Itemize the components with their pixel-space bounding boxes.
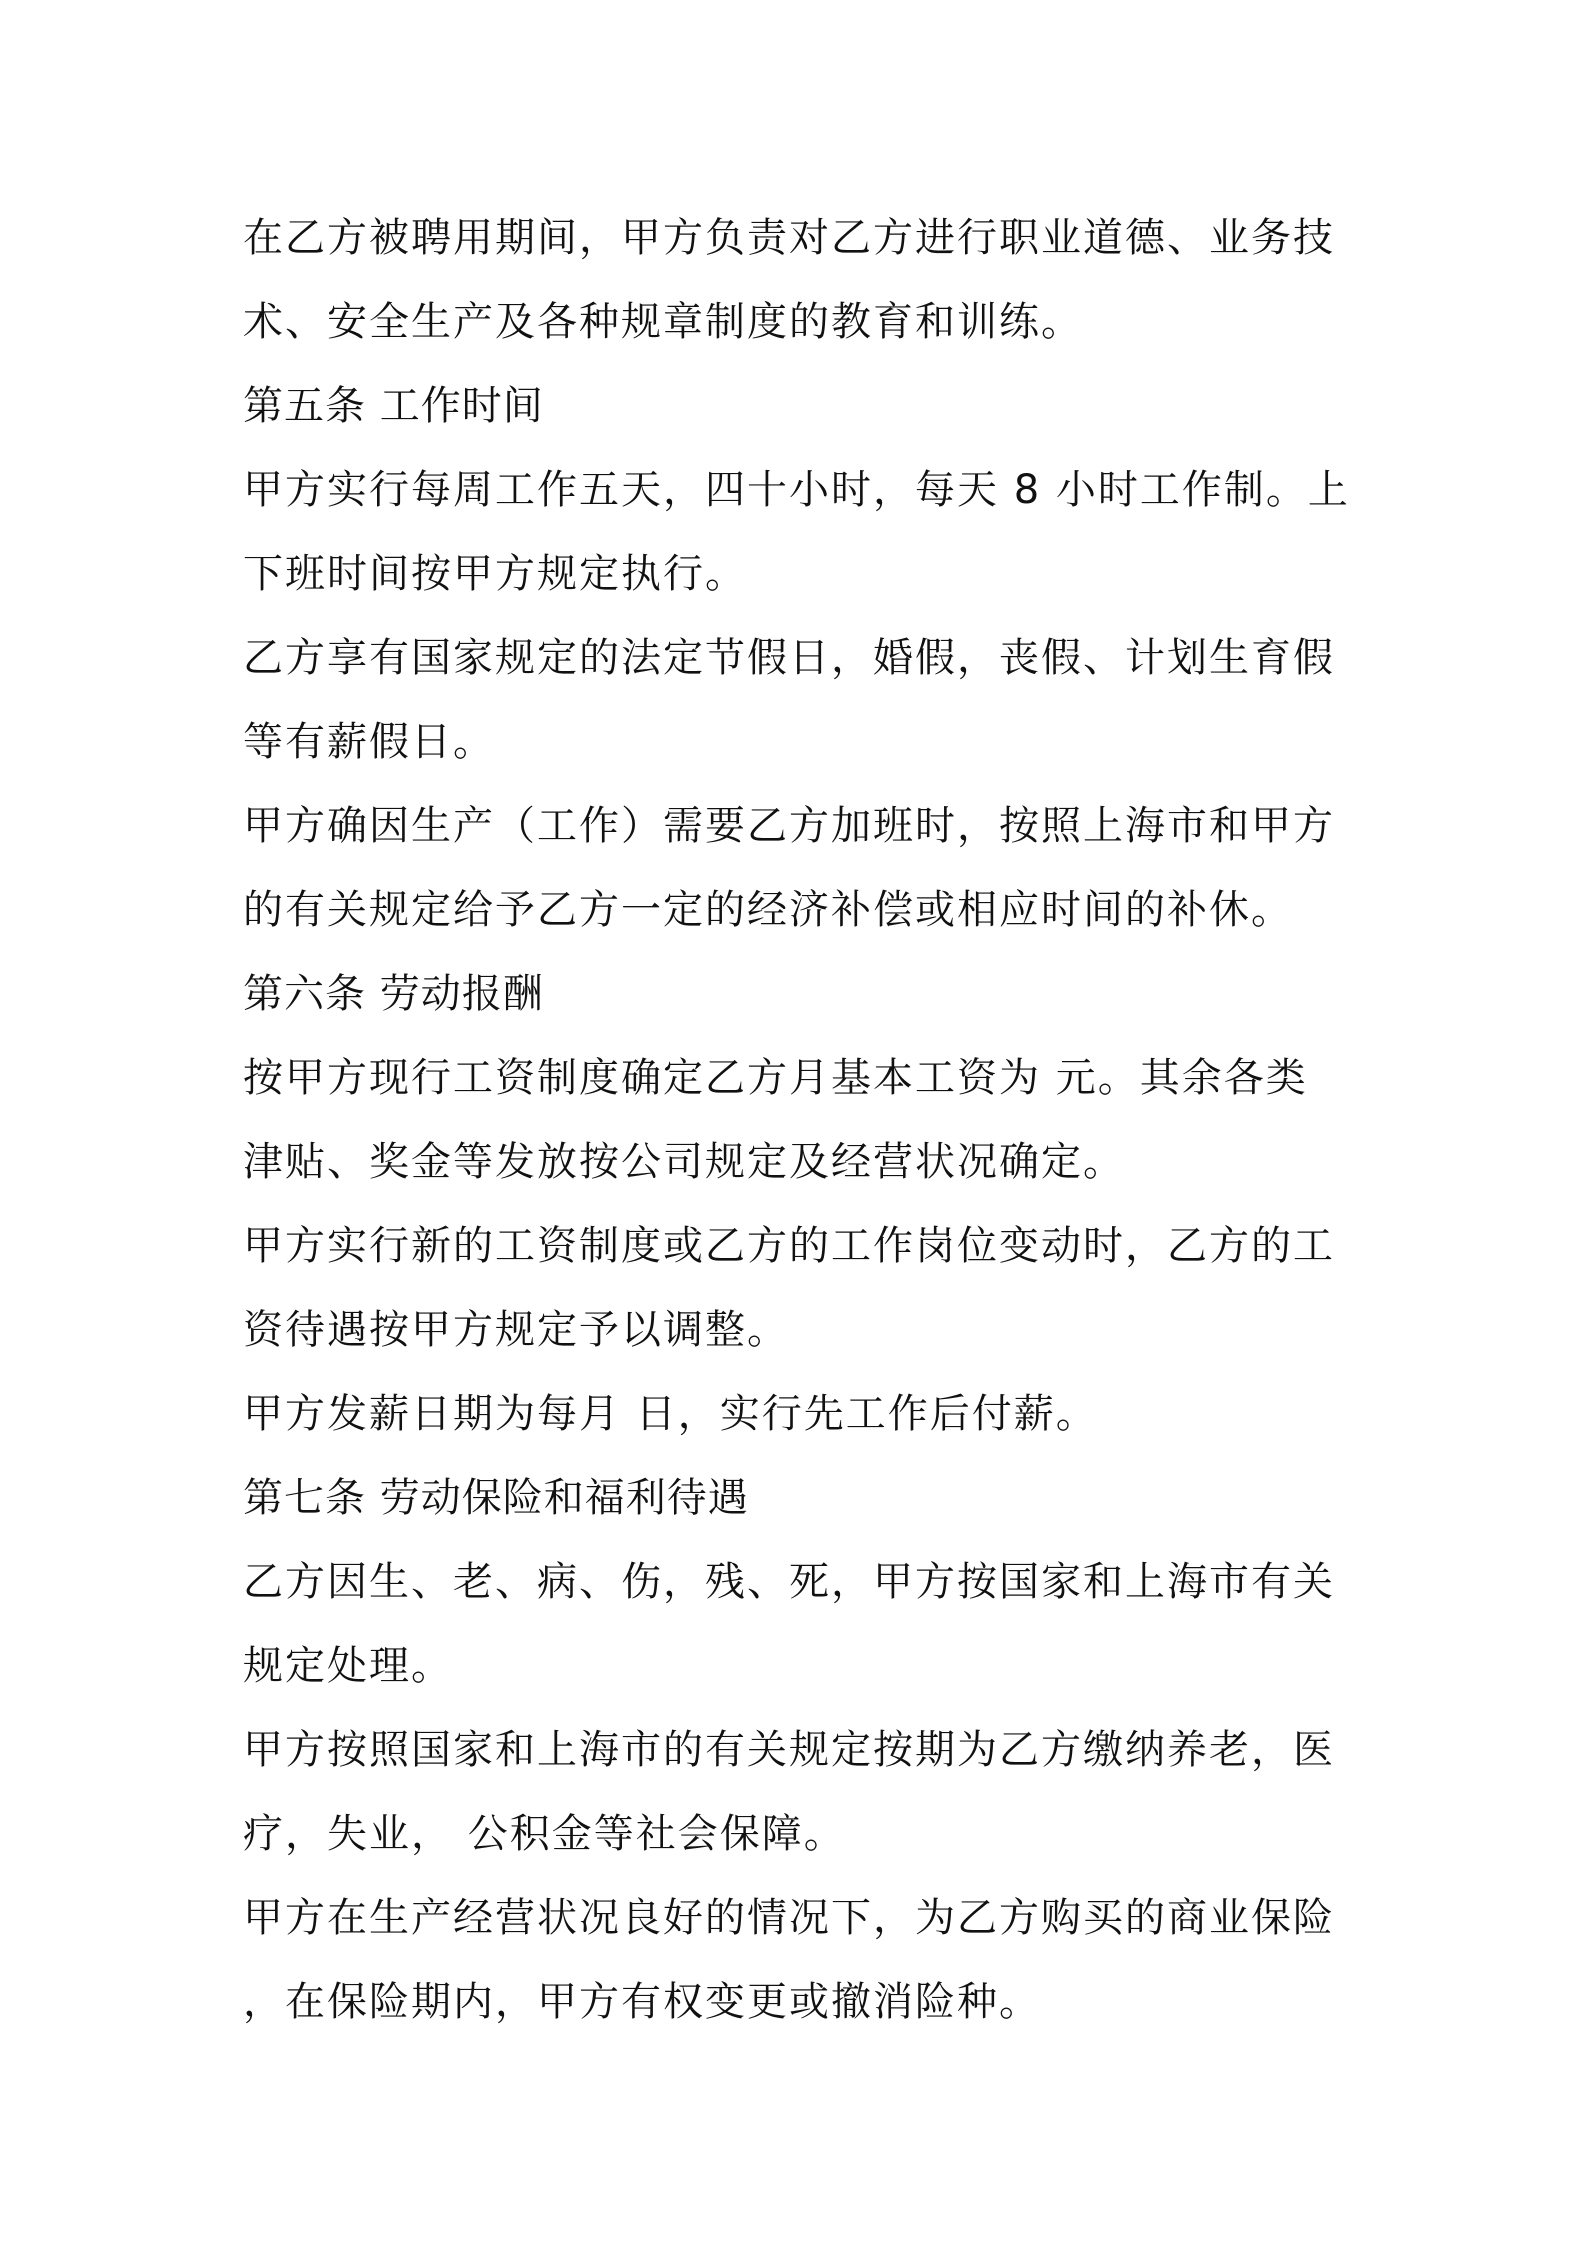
body-line: 等有薪假日。 (243, 719, 495, 765)
article-heading: 第五条 工作时间 (243, 383, 544, 429)
article-heading: 第六条 劳动报酬 (243, 971, 544, 1017)
body-line: 术、安全生产及各种规章制度的教育和训练。 (243, 299, 1083, 345)
body-line: 疗，失业， 公积金等社会保障。 (243, 1811, 846, 1857)
body-line: 规定处理。 (243, 1643, 453, 1689)
body-line: 甲方发薪日期为每月 日，实行先工作后付薪。 (243, 1391, 1098, 1437)
document-body (243, 196, 1363, 2044)
body-line: 甲方按照国家和上海市的有关规定按期为乙方缴纳养老，医 (243, 1727, 1335, 1773)
article-heading: 第七条 劳动保险和福利待遇 (243, 1475, 749, 1521)
body-line: ，在保险期内，甲方有权变更或撤消险种。 (243, 1979, 1041, 2025)
body-line: 甲方确因生产（工作）需要乙方加班时，按照上海市和甲方 (243, 803, 1335, 849)
body-line: 甲方在生产经营状况良好的情况下，为乙方购买的商业保险 (243, 1895, 1335, 1941)
body-line: 津贴、奖金等发放按公司规定及经营状况确定。 (243, 1139, 1125, 1185)
body-line: 下班时间按甲方规定执行。 (243, 551, 747, 597)
body-line: 资待遇按甲方规定予以调整。 (243, 1307, 789, 1353)
body-line: 甲方实行每周工作五天，四十小时，每天 8 小时工作制。上 (243, 467, 1350, 513)
body-line: 乙方因生、老、病、伤，残、死，甲方按国家和上海市有关 (243, 1559, 1335, 1605)
body-line: 的有关规定给予乙方一定的经济补偿或相应时间的补休。 (243, 887, 1293, 933)
body-line: 甲方实行新的工资制度或乙方的工作岗位变动时，乙方的工 (243, 1223, 1335, 1269)
body-line: 按甲方现行工资制度确定乙方月基本工资为 元。其余各类 (243, 1055, 1308, 1101)
body-line: 在乙方被聘用期间，甲方负责对乙方进行职业道德、业务技 (243, 215, 1335, 261)
body-line: 乙方享有国家规定的法定节假日，婚假，丧假、计划生育假 (243, 635, 1335, 681)
